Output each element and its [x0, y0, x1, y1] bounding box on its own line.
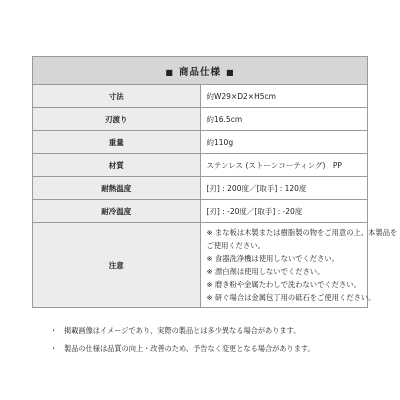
caution-label: 注意 — [33, 223, 201, 308]
spec-value: [刃] : -20度／[取手] : -20度 — [200, 200, 368, 223]
title-square-right: ■ — [226, 67, 235, 77]
footnote-text: 掲載画像はイメージであり、実際の製品とは多少異なる場合があります。 — [64, 326, 301, 335]
spec-row-caution — [33, 223, 368, 308]
footnote-item — [50, 343, 380, 355]
spec-row-blade-length — [33, 108, 368, 131]
spec-label: 刃渡り — [33, 108, 201, 131]
spec-row-material — [33, 154, 368, 177]
spec-row-heat-resistance — [33, 177, 368, 200]
title-square-left: ■ — [165, 67, 174, 77]
spec-title-cell — [33, 57, 368, 85]
spec-value: ステンレス (ストーンコーティング) PP — [200, 154, 368, 177]
bullet-dot: ・ — [50, 344, 58, 353]
spec-label: 耐熱温度 — [33, 177, 201, 200]
spec-value: [刃] : 200度／[取手] : 120度 — [200, 177, 368, 200]
footnote-item — [50, 325, 380, 337]
spec-sheet — [32, 56, 398, 308]
spec-label: 耐冷温度 — [33, 200, 201, 223]
spec-label: 材質 — [33, 154, 201, 177]
caution-value — [200, 223, 398, 308]
caution-line: ※ 磨き粉や金属たわしで洗わないでください。 — [206, 280, 361, 289]
spec-row-dimensions — [33, 85, 368, 108]
bullet-dot: ・ — [50, 326, 58, 335]
spec-value: 約W29×D2×H5cm — [200, 85, 368, 108]
footnote-list — [50, 325, 380, 361]
spec-label: 寸法 — [33, 85, 201, 108]
footnote-text: 製品の仕様は品質の向上・改善のため、予告なく変更となる場合があります。 — [64, 344, 315, 353]
caution-line: ※ 食器洗浄機は使用しないでください。 — [206, 254, 339, 263]
spec-table — [32, 56, 398, 308]
caution-line: ※ まな板は木製または樹脂製の物をご用意の上、本製品を — [206, 228, 398, 237]
spec-value: 約16.5cm — [200, 108, 368, 131]
caution-line: ご使用ください。 — [206, 241, 265, 250]
caution-line: ※ 研ぐ場合は金属包丁用の砥石をご使用ください。 — [206, 293, 376, 302]
spec-row-weight — [33, 131, 368, 154]
spec-row-cold-resistance — [33, 200, 368, 223]
caution-line: ※ 漂白剤は使用しないでください。 — [206, 267, 325, 276]
spec-label: 重量 — [33, 131, 201, 154]
spec-title: 商品仕様 — [178, 66, 221, 78]
spec-value: 約110g — [200, 131, 368, 154]
spec-title-row — [33, 57, 368, 85]
